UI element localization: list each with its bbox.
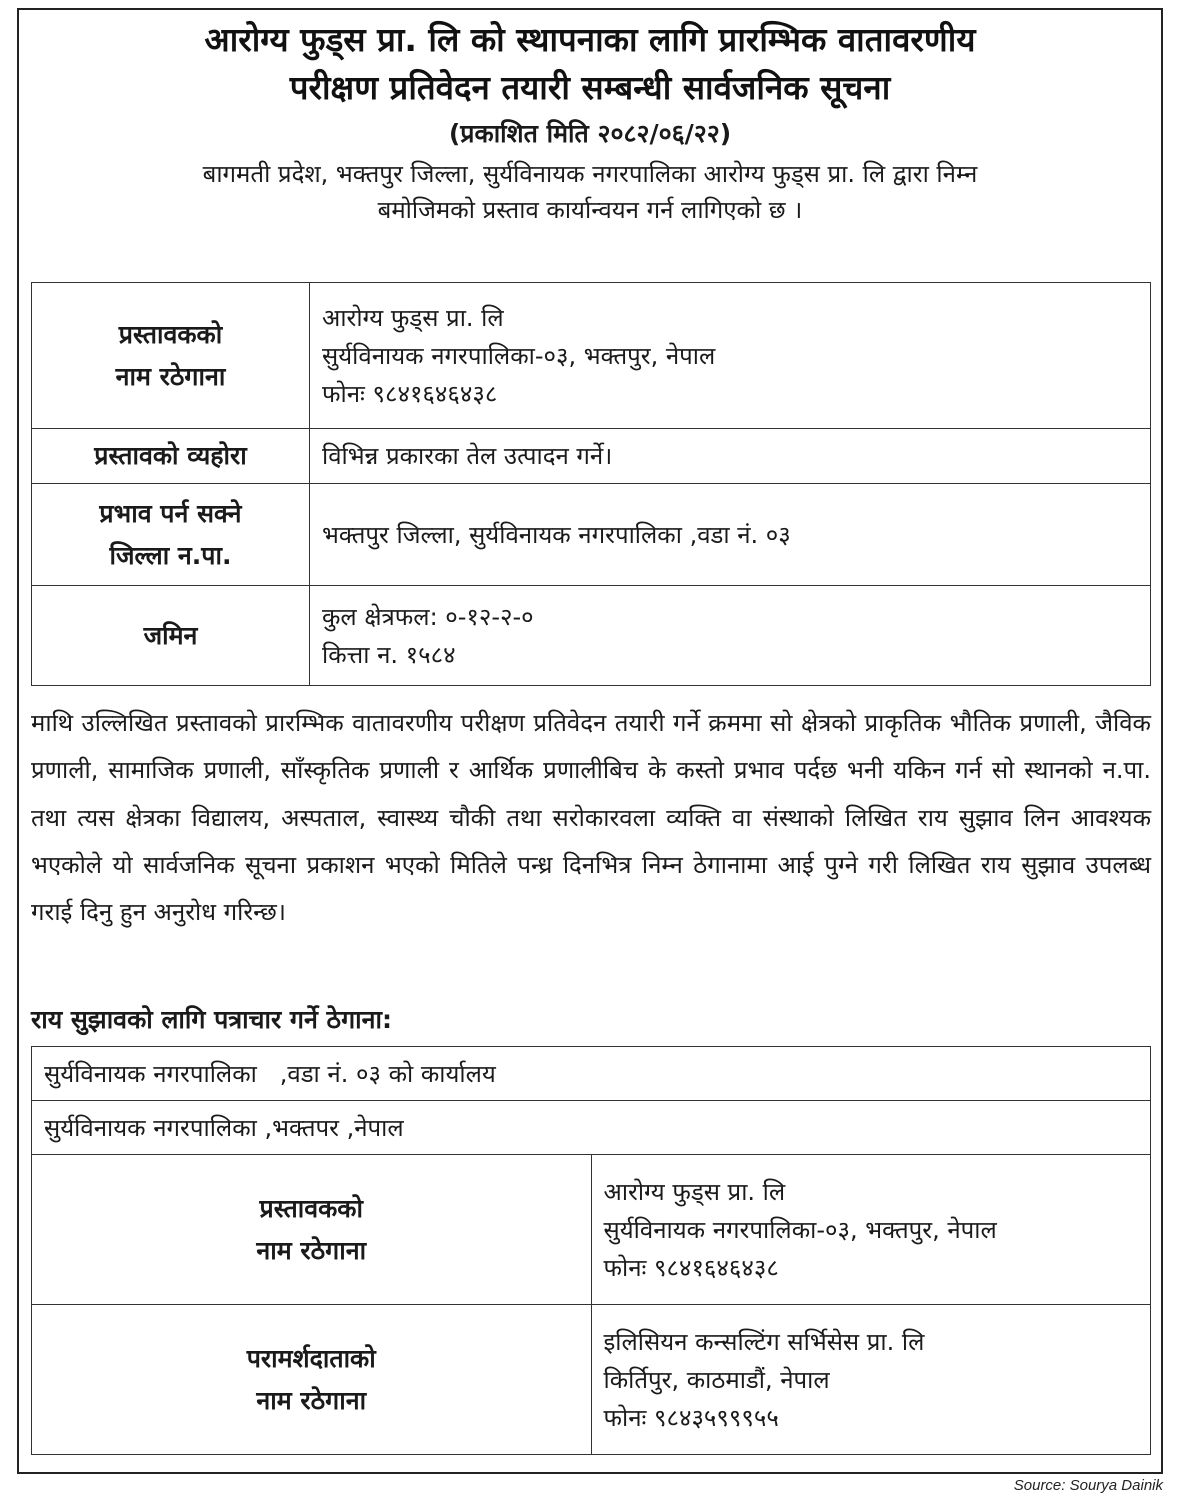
- consultant-address: किर्तिपुर, काठमाडौं, नेपाल: [603, 1365, 830, 1394]
- intro-text: [47, 156, 1133, 228]
- land-value: [310, 586, 1151, 686]
- office-address-row2: सुर्यविनायक नगरपालिका ,भक्तपर ,नेपाल: [32, 1101, 1151, 1155]
- proponent-label: [32, 283, 310, 429]
- consultant-value: [591, 1305, 1151, 1455]
- intro-line2: बमोजिमको प्रस्ताव कार्यान्वयन गर्न लागिएको छ ।: [377, 196, 803, 224]
- correspondence-heading: राय सुझावको लागि पत्राचार गर्ने ठेगाना:: [31, 1005, 392, 1034]
- affected-area-label: [32, 484, 310, 586]
- business-value-text: विभिन्न प्रकारका तेल उत्पादन गर्ने।: [322, 442, 613, 470]
- table-row: [32, 586, 1151, 686]
- table-row: [32, 429, 1151, 484]
- corr-proponent-label-line2: नाम रठेगाना: [256, 1235, 367, 1265]
- corr-proponent-label-line1: प्रस्तावकको: [259, 1193, 363, 1223]
- office-address-row1: सुर्यविनायक नगरपालिका ,वडा नं. ०३ को कार्यालय: [32, 1047, 1151, 1101]
- table-row: [32, 283, 1151, 429]
- business-value: [310, 429, 1151, 484]
- corr-proponent-name: आरोग्य फुड्स प्रा. लि: [603, 1177, 786, 1206]
- business-label: प्रस्तावको व्यहोरा: [32, 429, 310, 484]
- table-row: [32, 1155, 1151, 1305]
- details-table: [31, 282, 1151, 686]
- consultant-name: इलिसियन कन्सल्टिंग सर्भिसेस प्रा. लि: [603, 1327, 925, 1356]
- affected-label-line2: जिल्ला न.पा.: [109, 540, 232, 570]
- proponent-label-line2: नाम रठेगाना: [115, 361, 226, 391]
- land-area: कुल क्षेत्रफल: ०-१२-२-०: [322, 602, 534, 631]
- source-credit: Source: Sourya Dainik: [1013, 1477, 1163, 1494]
- table-row: [32, 484, 1151, 586]
- affected-area-text: भक्तपुर जिल्ला, सुर्यविनायक नगरपालिका ,वडा नं. ०३: [322, 520, 791, 549]
- corr-proponent-address: सुर्यविनायक नगरपालिका-०३, भक्तपुर, नेपाल: [603, 1215, 997, 1244]
- corr-proponent-phone: फोनः ९८४१६४६४३८: [603, 1253, 779, 1282]
- notice-title-line2: परीक्षण प्रतिवेदन तयारी सम्बन्धी सार्वजनिक सूचना: [289, 68, 891, 107]
- table-row: [32, 1047, 1151, 1101]
- proponent-phone: फोनः ९८४१६४६४३८: [322, 379, 498, 408]
- proponent-address: सुर्यविनायक नगरपालिका-०३, भक्तपुर, नेपाल: [322, 341, 716, 370]
- proponent-value: [310, 283, 1151, 429]
- body-paragraph: माथि उल्लिखित प्रस्तावको प्रारम्भिक वातावरणीय परीक्षण प्रतिवेदन तयारी गर्ने क्रममा सो क्षेत्रको प्राकृतिक भौतिक प्रणाली, जैविक प्रणाली, सामाजिक प्रणाली, साँस्कृतिक प्रणाली र आर्थिक प्रणालीबिच के कस्तो प्रभाव पर्दछ भनी यकिन गर्न सो स्थानको न.पा. तथा त्यस क्षेत्रका विद्यालय, अस्पताल, स्वास्थ्य चौकी तथा सरोकारवला व्यक्ति वा संस्थाको लिखित राय सुझाव लिन आवश्यक भएकोले यो सार्वजनिक सूचना प्रकाशन भएको मितिले पन्ध्र दिनभित्र निम्न ठेगानामा आई पुग्ने गरी लिखित राय सुझाव उपलब्ध गराई दिनु हुन अनुरोध गरिन्छ।: [31, 709, 1151, 927]
- intro-line1: बागमती प्रदेश, भक्तपुर जिल्ला, सुर्यविनायक नगरपालिका आरोग्य फुड्स प्रा. लि द्वारा निम्न: [202, 160, 978, 188]
- consultant-label-line2: नाम रठेगाना: [256, 1385, 367, 1415]
- notice-title-line1: आरोग्य फुड्स प्रा. लि को स्थापनाका लागि प्रारम्भिक वातावरणीय: [204, 20, 976, 59]
- land-plot-number: कित्ता न. १५८४: [322, 640, 456, 669]
- table-row: [32, 1305, 1151, 1455]
- correspondence-table: [31, 1046, 1151, 1455]
- table-row: [32, 1101, 1151, 1155]
- consultant-phone: फोनः ९८४३५९९९५५: [603, 1403, 779, 1432]
- proponent-label-line1: प्रस्तावकको: [118, 319, 223, 349]
- published-date: (प्रकाशित मिति २०८२/०६/२२): [448, 119, 732, 148]
- public-notice: [17, 8, 1163, 1474]
- consultant-label-line1: परामर्शदाताको: [246, 1343, 376, 1373]
- land-label: जमिन: [32, 586, 310, 686]
- proponent-name: आरोग्य फुड्स प्रा. लि: [322, 303, 504, 332]
- affected-area-value: [310, 484, 1151, 586]
- consultant-label: [32, 1305, 592, 1455]
- corr-proponent-value: [591, 1155, 1151, 1305]
- corr-proponent-label: [32, 1155, 592, 1305]
- affected-label-line1: प्रभाव पर्न सक्ने: [99, 498, 242, 528]
